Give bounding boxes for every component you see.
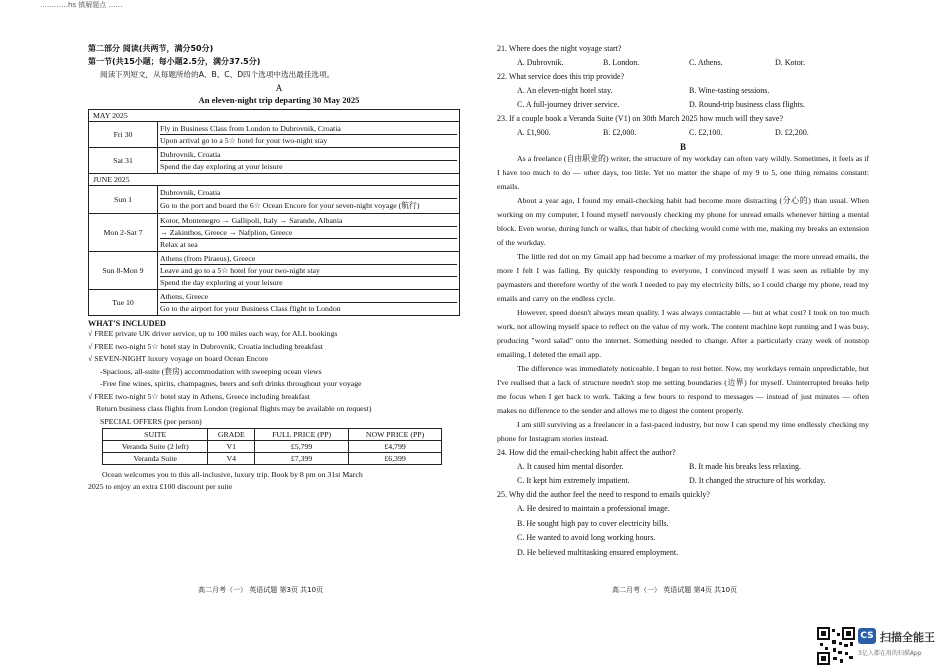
itinerary-line: Dubrovnik, Croatia: [160, 149, 457, 161]
itinerary-day: Sat 31: [89, 148, 158, 174]
itinerary-detail: [158, 214, 460, 252]
offers-header-row: [103, 428, 442, 440]
question-22-options-row1: [497, 84, 869, 98]
offers-cell: £5,799: [255, 440, 349, 452]
itinerary-detail: [158, 186, 460, 214]
itinerary-row: [89, 252, 460, 290]
itinerary-row: [89, 186, 460, 214]
itinerary-day: Sun 1: [89, 186, 158, 214]
offers-row: [103, 452, 442, 464]
camscanner-name: 扫描全能王: [880, 631, 935, 644]
included-item: √ SEVEN-NIGHT luxury voyage on board Ocean Encore: [88, 354, 269, 363]
itinerary-line: Athens (from Piraeus), Greece: [160, 253, 457, 265]
itinerary-day: Sun 8-Mon 9: [89, 252, 158, 290]
month-label: JUNE 2025: [89, 174, 460, 186]
question-25: 25. Why did the author feel the need to respond to emails quickly?: [497, 490, 710, 499]
passage-b-paragraph: However, speed doesn't always mean quality. I was always contactable — but at what cost? I took on too much work, not allowing myself space to reflect on the value of my work. The content machine kept running and I was busy, producing "word salad" onto the internet. Something needed to change. After a particularly crazy week of nonstop emailing, I deleted the email app.: [497, 308, 869, 359]
option: C. £2,100.: [689, 128, 723, 137]
itinerary-line: Leave and go to a 5☆ hotel for your two-night stay: [160, 265, 457, 277]
question-24-options-row2: [497, 474, 869, 488]
option: B. He sought high pay to cover electricity bills.: [517, 518, 669, 528]
option: D. Round-trip business class flights.: [689, 100, 805, 109]
offers-header-cell: FULL PRICE (PP): [255, 428, 349, 440]
top-fragment-text: …………hs 镇解题点 ……: [40, 1, 123, 9]
included-item: √ FREE two-night 5☆ hotel stay in Athens, Greece including breakfast: [88, 391, 310, 401]
month-row: [89, 110, 460, 122]
question-22-options-row2: [497, 98, 869, 112]
option: C. A full-journey driver service.: [517, 100, 620, 109]
option: A. An eleven-night hotel stay.: [517, 86, 613, 95]
right-page-footer: 高二月考（一） 英语试题 第4页 共10页: [612, 586, 738, 594]
option: D. £2,200.: [775, 128, 809, 137]
itinerary-detail: [158, 122, 460, 148]
subsection-header: 第一节(共15小题；每小题2.5分，满分37.5分): [88, 57, 261, 66]
question-23-options: [497, 126, 869, 140]
offers-header-cell: GRADE: [208, 428, 255, 440]
itinerary-row: [89, 214, 460, 252]
itinerary-detail: [158, 148, 460, 174]
option: B. £2,000.: [603, 128, 637, 137]
itinerary-line: Go to the airport for your Business Class flight to London: [160, 304, 341, 313]
offers-row: [103, 440, 442, 452]
offers-header-cell: SUITE: [103, 428, 208, 440]
option: C. It kept him extremely impatient.: [517, 476, 630, 485]
included-subitem: -Free fine wines, spirits, champagnes, beers and soft drinks throughout your voyage: [100, 379, 362, 388]
option: C. He wanted to avoid long working hours.: [517, 533, 656, 542]
itinerary-line: Athens, Greece: [160, 291, 457, 303]
passage-a-letter: A: [275, 83, 283, 93]
itinerary-row: [89, 122, 460, 148]
option: B. London.: [603, 58, 640, 67]
option: A. It caused him mental disorder.: [517, 462, 624, 471]
left-page-footer: 高二月考（一） 英语试题 第3页 共10页: [198, 586, 324, 594]
month-label: MAY 2025: [89, 110, 460, 122]
itinerary-table: [88, 109, 460, 316]
passage-b-paragraph: The little red dot on my Gmail app had become a marker of my professional image: the more unread emails, the more I felt I was failing. By quickly responding to everyone, I convinced myself I was seen as reliable by my paymasters and therefore worthy of the work I needed to pay my electricity bills, so I could charge my phone, read my emails and carry on the endless cycle.: [497, 252, 869, 303]
option: A. £1,900.: [517, 128, 551, 137]
itinerary-day: Mon 2-Sat 7: [89, 214, 158, 252]
question-21-options: [497, 56, 869, 70]
passage-b-paragraph: The difference was immediately noticeable. I began to rest better. Now, my workdays remain unpredictable, but I've realised that a lack of structure needn't stop me setting boundaries (边界) for myself. Uninterrupted breaks help me focus when I get back to work. Taking a few hours to respond to messages — instead of just minutes — often makes no difference to the sender and allows me to digest the content properly.: [497, 364, 869, 415]
included-item: √ FREE private UK driver service, up to 100 miles each way, for ALL bookings: [88, 329, 338, 338]
itinerary-line: Kotor, Montenegro → Gallipoli, Italy → Sarande, Albania: [160, 215, 457, 227]
question-24-options-row1: [497, 460, 869, 474]
option: B. It made his breaks less relaxing.: [689, 462, 801, 471]
question-21: 21. Where does the night voyage start?: [497, 44, 622, 53]
special-offers-table: [102, 428, 442, 465]
option: D. It changed the structure of his workday.: [689, 476, 826, 485]
itinerary-line: Spend the day exploring at your leisure: [160, 162, 283, 171]
itinerary-line: Spend the day exploring at your leisure: [160, 278, 283, 287]
left-column: [88, 42, 470, 493]
month-row: [89, 174, 460, 186]
right-column: [497, 42, 869, 560]
passage-b-letter: B: [679, 142, 686, 152]
offers-header-cell: NOW PRICE (PP): [349, 428, 442, 440]
itinerary-detail: [158, 252, 460, 290]
option: B. Wine-tasting sessions.: [689, 86, 770, 95]
offers-cell: £6,399: [349, 452, 442, 464]
passage-b-paragraph: As a freelance (自由职业的) writer, the structure of my workday can often vary wildly. Sometimes, it feels as if I have too much to do — other days, too little. Yet no matter the shape of my 9 to 5, one thing remains constant: emails.: [497, 154, 869, 191]
passage-b-paragraph: I am still surviving as a freelancer in a fast-paced industry, but now I can spend my time endlessly checking my phone for Instagram stories instead.: [497, 420, 869, 443]
itinerary-line: Dubrovnik, Croatia: [160, 187, 457, 199]
closing-line-2: 2025 to enjoy an extra £100 discount per suite: [88, 481, 233, 491]
option: A. He desired to maintain a professional image.: [517, 504, 670, 513]
included-subitem: -Spacious, all-suite (套房) accommodation with sweeping ocean views: [100, 366, 322, 376]
option: D. Kotor.: [775, 58, 805, 67]
passage-a-title: An eleven-night trip departing 30 May 2025: [198, 95, 360, 105]
itinerary-line: Go to the port and board the 6☆ Ocean Encore for your seven-night voyage (航行): [160, 201, 420, 210]
camscanner-logo-icon: CS: [858, 628, 876, 644]
passage-b-paragraph: About a year ago, I found my email-checking habit had become more distracting (分心的) than usual. When working on my computer, I found myself nervously checking my phone for unread emails whenever hitting a mental block. Even worse, during lunch or walks, that habit of checking would come with me, making my breaks an extension of the workday.: [497, 196, 869, 247]
offers-cell: V4: [208, 452, 255, 464]
question-24: 24. How did the email-checking habit affect the author?: [497, 448, 676, 457]
section-header: 第二部分 阅读(共两节，满分50分): [88, 44, 214, 53]
included-item: Return business class flights from London (regional flights may be available on request): [96, 404, 372, 413]
itinerary-detail: [158, 290, 460, 316]
offers-cell: Veranda Suite (2 left): [103, 440, 208, 452]
instruction: 阅读下列短文，从每题所给的A、B、C、D四个选项中选出最佳选项。: [100, 70, 335, 79]
option: C. Athens.: [689, 58, 723, 67]
closing-line-1: Ocean welcomes you to this all-inclusive, luxury trip. Book by 8 pm on 31st March: [102, 469, 363, 479]
included-title: WHAT'S INCLUDED: [88, 319, 166, 328]
special-offers-title: SPECIAL OFFERS (per person): [100, 416, 202, 426]
itinerary-line: → Zakinthos, Greece → Nafplion, Greece: [160, 227, 457, 239]
itinerary-row: [89, 290, 460, 316]
itinerary-day: Tue 10: [89, 290, 158, 316]
camscanner-slogan: 3亿人都在用的扫描App: [858, 650, 922, 657]
option: A. Dubrovnik.: [517, 58, 564, 67]
top-edge-fragment: [40, 0, 123, 10]
question-22: 22. What service does this trip provide?: [497, 72, 625, 81]
offers-cell: V1: [208, 440, 255, 452]
itinerary-row: [89, 148, 460, 174]
offers-cell: £4,799: [349, 440, 442, 452]
offers-cell: £7,399: [255, 452, 349, 464]
itinerary-line: Fly in Business Class from London to Dubrovnik, Croatia: [160, 123, 457, 135]
itinerary-line: Upon arrival go to a 5☆ hotel for your two-night stay: [160, 136, 328, 145]
option: D. He believed multitasking ensured employment.: [517, 547, 679, 557]
question-23: 23. If a couple book a Veranda Suite (V1) on 30th March 2025 how much will they save?: [497, 114, 784, 123]
itinerary-line: Relax at sea: [160, 240, 198, 249]
offers-cell: Veranda Suite: [103, 452, 208, 464]
included-item: √ FREE two-night 5☆ hotel stay in Dubrovnik, Croatia including breakfast: [88, 341, 323, 351]
qr-code-icon: [816, 626, 856, 666]
itinerary-day: Fri 30: [89, 122, 158, 148]
